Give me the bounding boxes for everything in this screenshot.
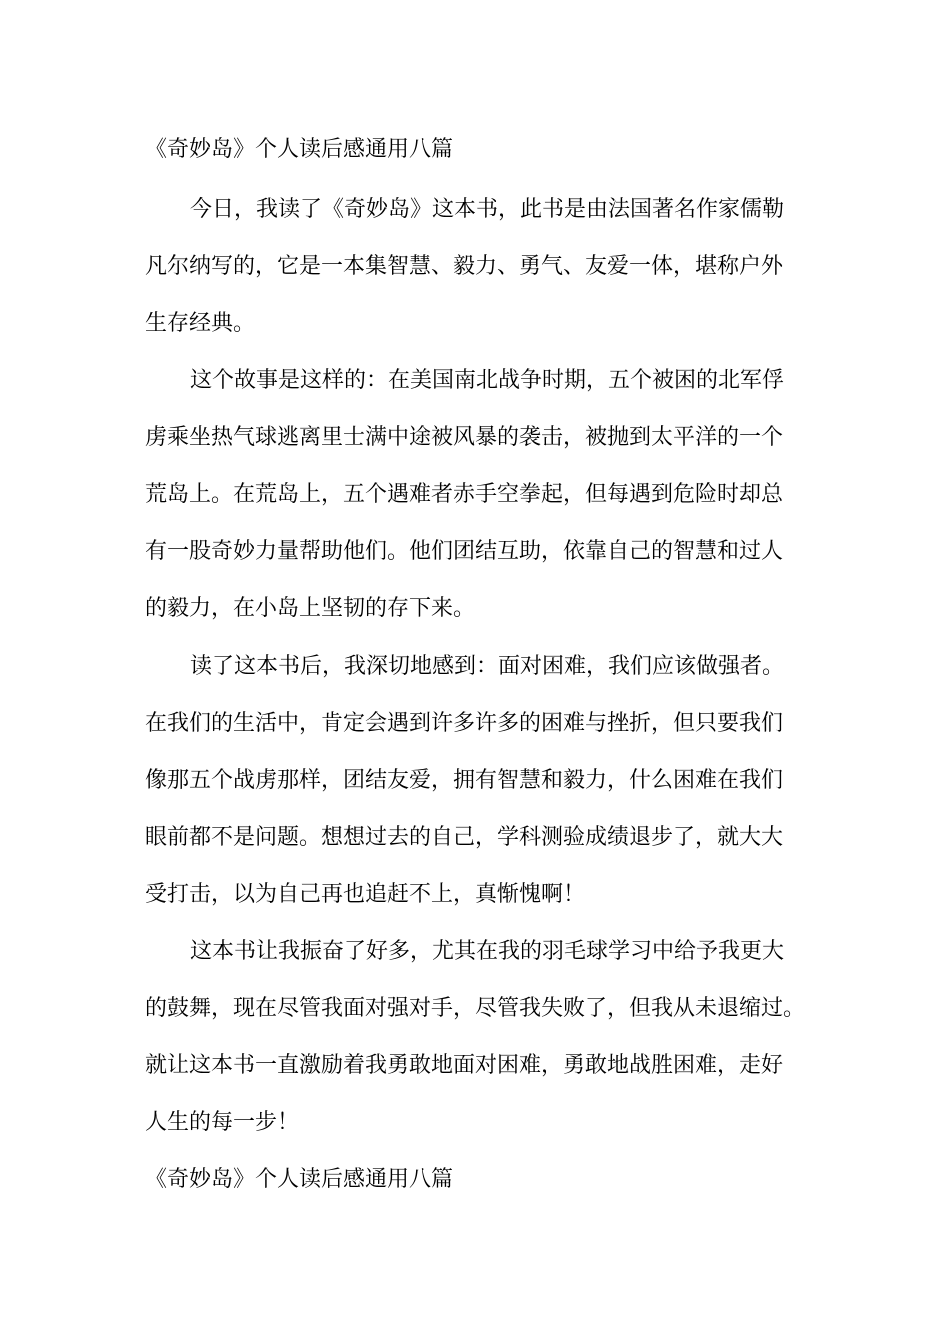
paragraph-2-line-3: 荒岛上。在荒岛上，五个遇难者赤手空拳起，但每遇到危险时却总 [145,482,784,507]
document-title: 《奇妙岛》个人读后感通用八篇 [145,137,454,162]
paragraph-4-line-2: 的鼓舞，现在尽管我面对强对手，尽管我失败了，但我从未退缩过。 [145,996,806,1021]
paragraph-3-line-3: 像那五个战虏那样，团结友爱，拥有智慧和毅力，什么困难在我们 [145,768,784,793]
paragraph-2-line-1: 这个故事是这样的：在美国南北战争时期，五个被困的北军俘 [190,368,785,393]
paragraph-1-line-2: 凡尔纳写的，它是一本集智慧、毅力、勇气、友爱一体，堪称户外 [145,254,784,279]
paragraph-3-line-5: 受打击，以为自己再也追赶不上，真惭愧啊！ [145,882,586,907]
paragraph-2-line-5: 的毅力，在小岛上坚韧的存下来。 [145,596,476,621]
paragraph-3-line-2: 在我们的生活中，肯定会遇到许多许多的困难与挫折，但只要我们 [145,711,784,736]
paragraph-2-line-2: 虏乘坐热气球逃离里士满中途被风暴的袭击，被抛到太平洋的一个 [145,425,784,450]
paragraph-4-line-1: 这本书让我振奋了好多，尤其在我的羽毛球学习中给予我更大 [190,939,785,964]
paragraph-2-line-4: 有一股奇妙力量帮助他们。他们团结互助，依靠自己的智慧和过人 [145,539,784,564]
paragraph-4-line-4: 人生的每一步！ [145,1110,300,1135]
document-title-repeat: 《奇妙岛》个人读后感通用八篇 [145,1167,454,1192]
paragraph-4-line-3: 就让这本书一直激励着我勇敢地面对困难，勇敢地战胜困难，走好 [145,1053,784,1078]
paragraph-3-line-4: 眼前都不是问题。想想过去的自己，学科测验成绩退步了，就大大 [145,825,784,850]
paragraph-3-line-1: 读了这本书后，我深切地感到：面对困难，我们应该做强者。 [190,654,785,679]
paragraph-1-line-1: 今日，我读了《奇妙岛》这本书，此书是由法国著名作家儒勒 [190,197,785,222]
paragraph-1-line-3: 生存经典。 [145,311,256,336]
